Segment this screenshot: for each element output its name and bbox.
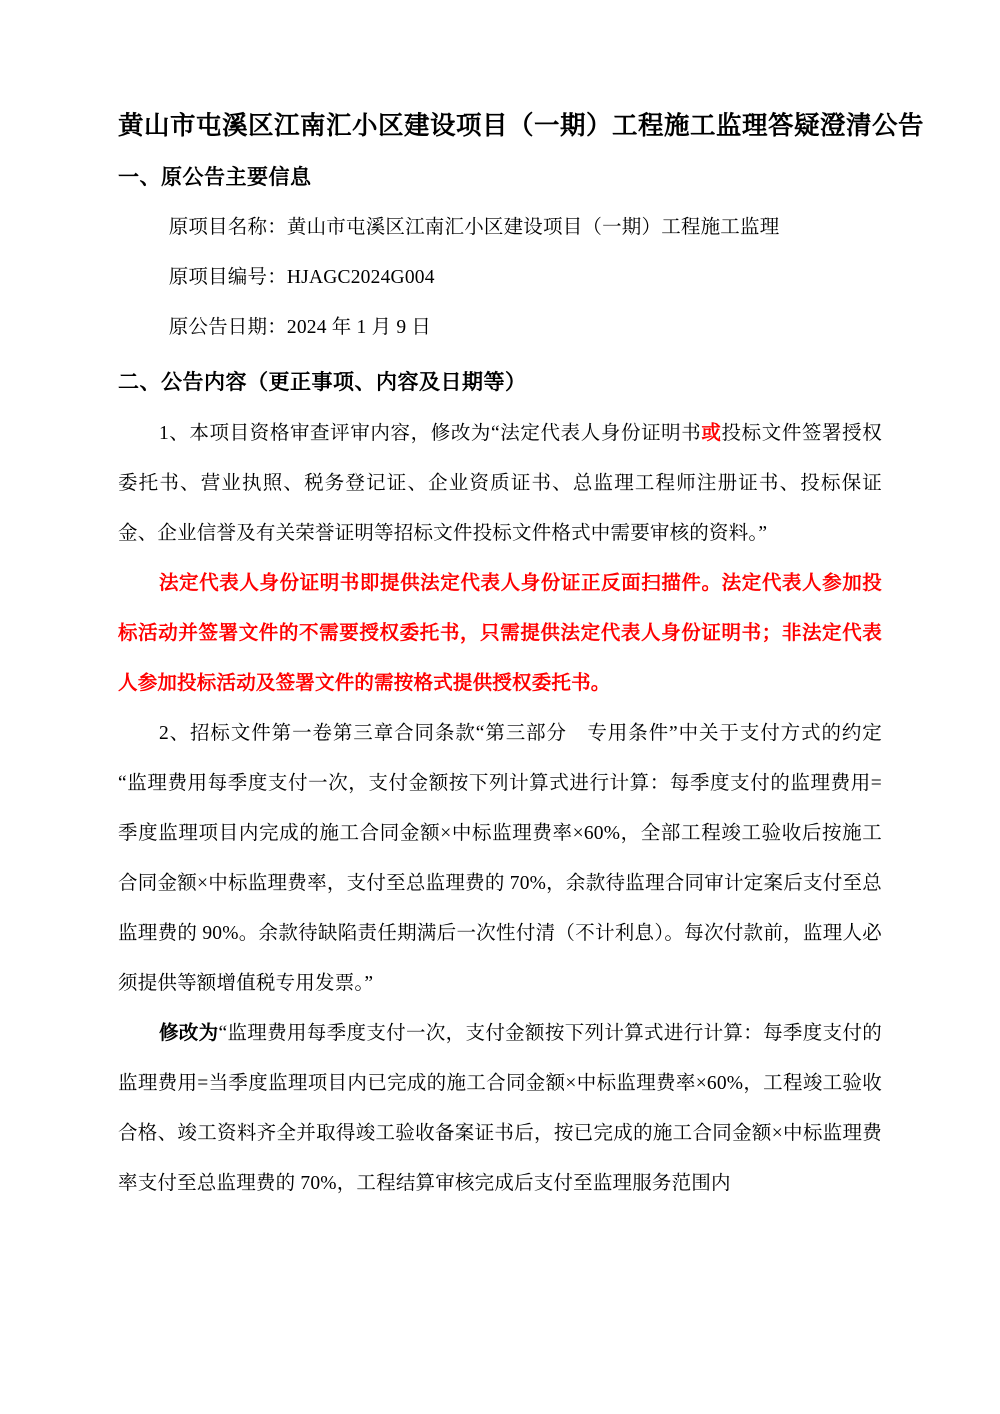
notice-item-1-rest: 投标文件签署授权委托书、营业执照、税务登记证、企业资质证书、总监理工程师注册证书、投标保证金、企业信誉及有关荣誉证明等招标文件投标文件格式中需要审核的资料。” xyxy=(118,422,882,544)
notice-item-3-lead: 修改为 xyxy=(158,1022,219,1044)
original-notice-date-value: 2024 年 1 月 9 日 xyxy=(286,317,432,339)
original-notice-date-line xyxy=(118,303,882,353)
notice-item-3 xyxy=(118,1009,882,1209)
section-heading-original-info: 一、原公告主要信息 xyxy=(118,164,312,189)
notice-item-2: 2、招标文件第一卷第三章合同条款“第三部分 专用条件”中关于支付方式的约定“监理费用每季度支付一次，支付金额按下列计算式进行计算：每季度支付的监理费用=季度监理项目内完成的施工合同金额×中标监理费率×60%，全部工程竣工验收后按施工合同金额×中标监理费率，支付至总监理费的 70%，余款待监理合同审计定案后支付至总监理费的 90%。余款待缺陷责任期满后一次性付清（不计利息）。每次付款前，监理人必须提供等额增值税专用发票。” xyxy=(118,722,882,994)
original-project-name-value: 黄山市屯溪区江南汇小区建设项目（一期）工程施工监理 xyxy=(286,217,780,239)
notice-item-1-highlight: 或 xyxy=(701,422,722,444)
notice-item-1 xyxy=(118,409,882,559)
section-heading-notice-content: 二、公告内容（更正事项、内容及日期等） xyxy=(118,370,527,395)
original-project-number-value: HJAGC2024G004 xyxy=(286,267,435,289)
notice-red-clarification: 法定代表人身份证明书即提供法定代表人身份证正反面扫描件。法定代表人参加投标活动并签署文件的不需要授权委托书，只需提供法定代表人身份证明书；非法定代表人参加投标活动及签署文件的需按格式提供授权委托书。 xyxy=(118,572,882,694)
original-project-number-line xyxy=(118,253,882,303)
original-notice-date-label: 原公告日期： xyxy=(168,317,287,339)
notice-item-1-lead: 1、本项目资格审查评审内容，修改为“法定代表人身份证明书 xyxy=(158,422,702,444)
notice-item-3-text: “监理费用每季度支付一次，支付金额按下列计算式进行计算：每季度支付的监理费用=当季度监理项目内已完成的施工合同金额×中标监理费率×60%，工程竣工验收合格、竣工资料齐全并取得竣工验收备案证书后，按已完成的施工合同金额×中标监理费率支付至总监理费的 70%，工程结算审核完成后支付至监理服务范围内 xyxy=(118,1022,882,1194)
original-project-name-line xyxy=(118,203,882,253)
original-project-name-label: 原项目名称： xyxy=(168,217,287,239)
original-project-number-label: 原项目编号： xyxy=(168,267,287,289)
page-title: 黄山市屯溪区江南汇小区建设项目（一期）工程施工监理答疑澄清公告 xyxy=(118,111,925,140)
